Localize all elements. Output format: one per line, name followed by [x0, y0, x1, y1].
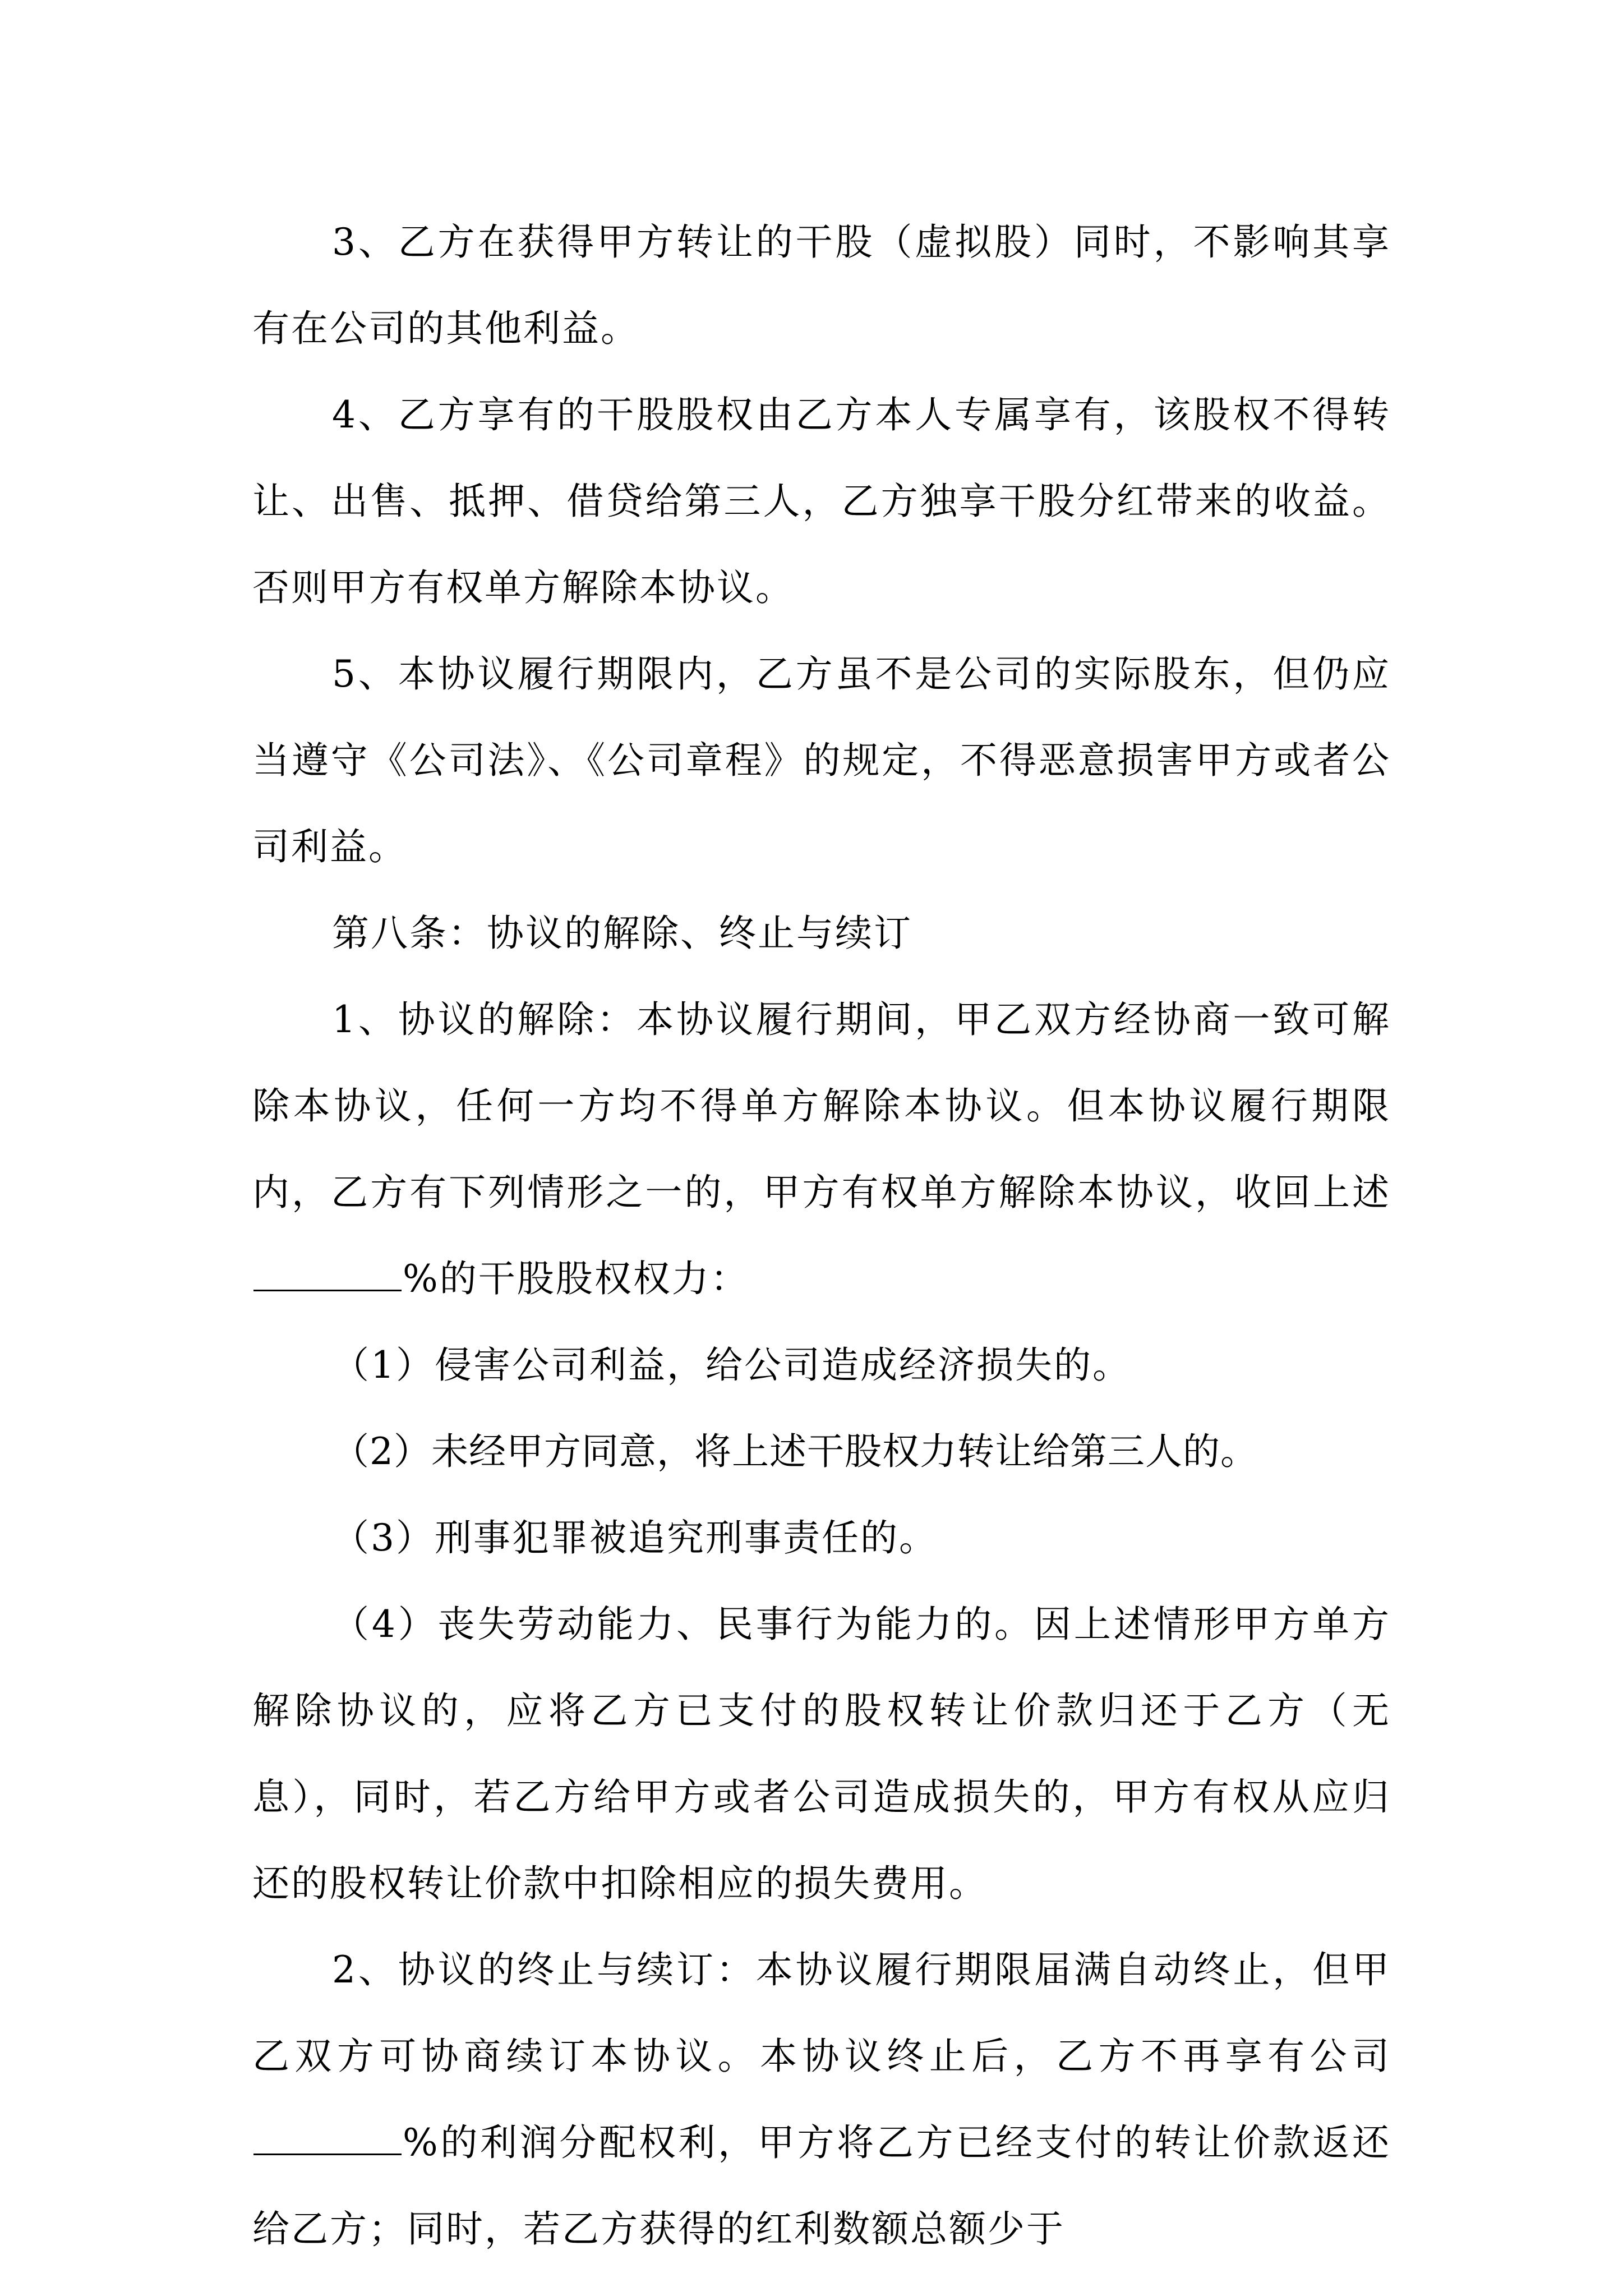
termination-clause-text: 1、协议的解除：本协议履行期间，甲乙双方经协商一致可解除本协议，任何一方均不得单方解除本协议。但本协议履行期限内，乙方有下列情形之一的，甲方有权单方解除本协议，收回上述 [252, 998, 1391, 1214]
renewal-clause-text: 2、协议的终止与续订：本协议履行期限届满自动终止，但甲乙双方可协商续订本协议。本协议终止后，乙方不再享有公司 [252, 1948, 1391, 2078]
termination-clause-text-end: %的干股股权权力： [403, 1257, 749, 1300]
clause-4-paragraph: 4、乙方享有的干股股权由乙方本人专属享有，该股权不得转让、出售、抵押、借贷给第三人，乙方独享干股分红带来的收益。否则甲方有权单方解除本协议。 [252, 393, 1391, 609]
clause-5-paragraph: 5、本协议履行期限内，乙方虽不是公司的实际股东，但仍应当遵守《公司法》、《公司章程》的规定，不得恶意损害甲方或者公司利益。 [252, 652, 1391, 868]
list-item-1: （1）侵害公司利益，给公司造成经济损失的。 [332, 1343, 1131, 1387]
termination-clause-paragraph [252, 977, 1391, 1322]
article-8-heading: 第八条：协议的解除、终止与续订 [332, 912, 912, 955]
percentage-blank-2 [253, 2120, 402, 2155]
clause-3-paragraph: 3、乙方在获得甲方转让的干股（虚拟股）同时，不影响其享有在公司的其他利益。 [252, 220, 1391, 350]
list-item-3: （3）刑事犯罪被追究刑事责任的。 [332, 1516, 938, 1559]
list-item-2: （2）未经甲方同意，将上述干股权力转让给第三人的。 [332, 1430, 1258, 1473]
percentage-blank-1 [253, 1256, 402, 1291]
list-item-4: （4）丧失劳动能力、民事行为能力的。因上述情形甲方单方解除协议的，应将乙方已支付的股权转让价款归还于乙方（无息），同时，若乙方给甲方或者公司造成损失的，甲方有权从应归还的股权转让价款中扣除相应的损失费用。 [252, 1603, 1391, 1905]
renewal-clause-paragraph [252, 1927, 1391, 2272]
document-body [252, 199, 1391, 2272]
renewal-clause-text-end: %的利润分配权利，甲方将乙方已经支付的转让价款返还给乙方；同时，若乙方获得的红利数额总额少于 [252, 2121, 1391, 2251]
